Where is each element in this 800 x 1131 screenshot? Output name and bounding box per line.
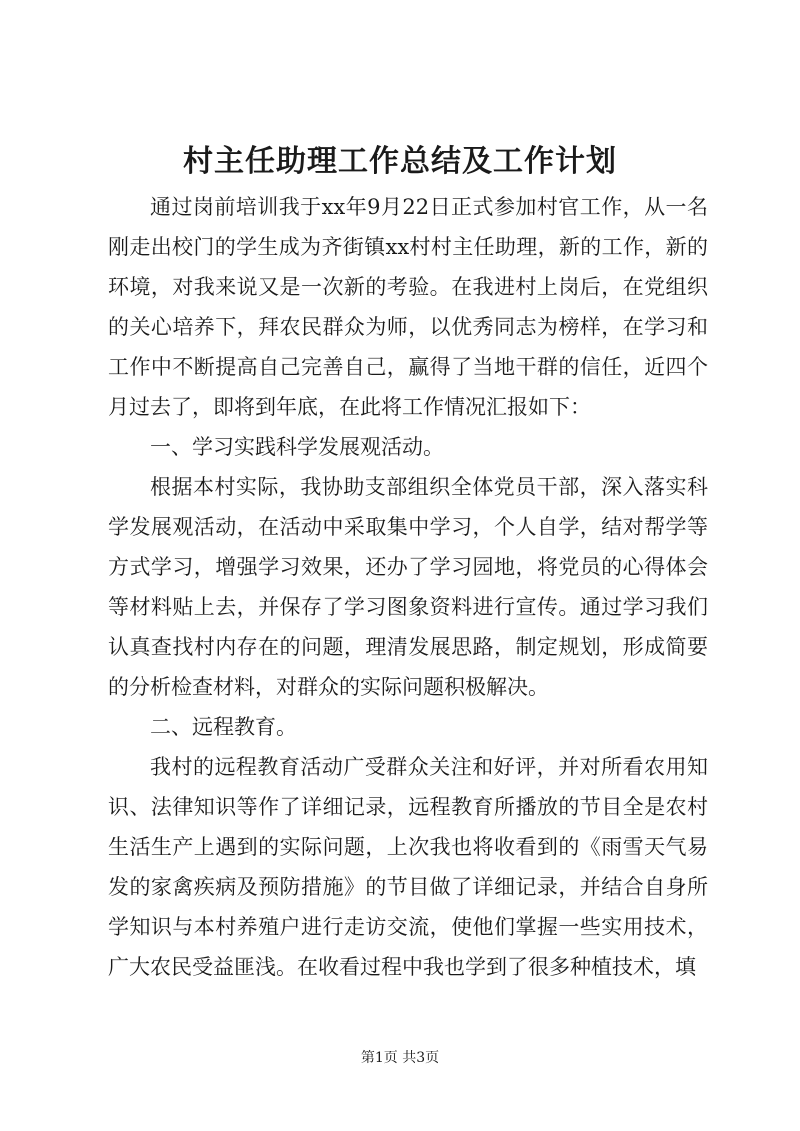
- section-heading-1: 一、学习实践科学发展观活动。: [150, 435, 444, 459]
- paragraph-section-2: 我村的远程教育活动广受群众关注和好评，并对所看农用知识、法律知识等作了详细记录，远程教育所播放的节目全是农村生活生产上遇到的实际问题，上次我也将收看到的《雨雪天气易发的家禽疾病及预防措施》的节目做了详细记录，并结合自身所学知识与本村养殖户进行走访交流，使他们掌握一些实用技术，广大农民受益匪浅。在收看过程中我也学到了很多种植技术，填: [108, 755, 708, 979]
- paragraph-section-1: 根据本村实际，我协助支部组织全体党员干部，深入落实科学发展观活动，在活动中采取集中学习，个人自学，结对帮学等方式学习，增强学习效果，还办了学习园地，将党员的心得体会等材料贴上去，并保存了学习图象资料进行宣传。通过学习我们认真查找村内存在的问题，理清发展思路，制定规划，形成简要的分析检查材料，对群众的实际问题积极解决。: [108, 475, 708, 699]
- document-title: 村主任助理工作总结及工作计划: [183, 144, 617, 179]
- section-heading-2: 二、远程教育。: [150, 715, 297, 739]
- page-number-footer: 第1页 共3页: [360, 1050, 440, 1066]
- paragraph-intro: 通过岗前培训我于xx年9月22日正式参加村官工作，从一名刚走出校门的学生成为齐街镇xx村村主任助理，新的工作，新的环境，对我来说又是一次新的考验。在我进村上岗后，在党组织的关心培养下，拜农民群众为师，以优秀同志为榜样，在学习和工作中不断提高自己完善自己，赢得了当地干群的信任，近四个月过去了，即将到年底，在此将工作情况汇报如下：: [108, 195, 708, 419]
- document-body: [108, 187, 708, 987]
